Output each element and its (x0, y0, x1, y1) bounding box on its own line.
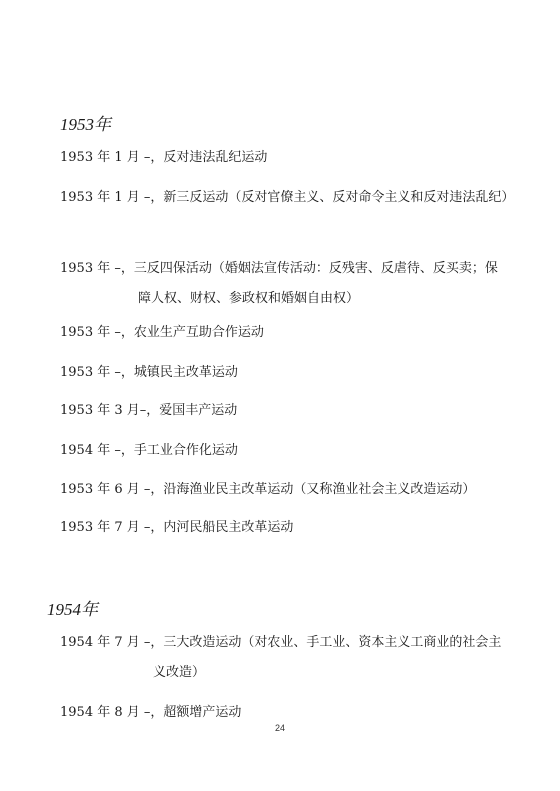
list-item: 1954 年 –，手工业合作化运动 (60, 443, 238, 458)
list-item-text: 1953 年 –，三反四保活动（婚姻法宣传活动：反残害、反虐待、反买卖；保 (60, 261, 498, 276)
page-number: 24 (274, 723, 285, 733)
list-item: 1953 年 –，农业生产互助合作运动 (60, 325, 264, 340)
section-heading-1953: 1953年 (60, 115, 111, 134)
list-item: 1953 年 1 月 –，新三反运动（反对官僚主义、反对命令主义和反对违法乱纪） (60, 190, 515, 205)
list-item: 1953 年 3 月–，爱国丰产运动 (60, 403, 238, 418)
list-item-continuation: 义改造） (153, 665, 206, 680)
list-item: 1954 年 8 月 –，超额增产运动 (60, 705, 242, 720)
list-item (60, 628, 501, 688)
list-item: 1953 年 –，城镇民主改革运动 (60, 365, 238, 380)
list-item-continuation: 障人权、财权、参政权和婚姻自由权） (138, 291, 360, 306)
list-item: 1953 年 7 月 –，内河民船民主改革运动 (60, 520, 294, 535)
list-item: 1953 年 1 月 –，反对违法乱纪运动 (60, 150, 268, 165)
list-item: 1953 年 6 月 –，沿海渔业民主改革运动（又称渔业社会主义改造运动） (60, 482, 476, 497)
list-item (60, 254, 498, 314)
list-item-text: 1954 年 7 月 –，三大改造运动（对农业、手工业、资本主义工商业的社会主 (60, 635, 502, 650)
section-heading-1954: 1954年 (47, 600, 98, 619)
